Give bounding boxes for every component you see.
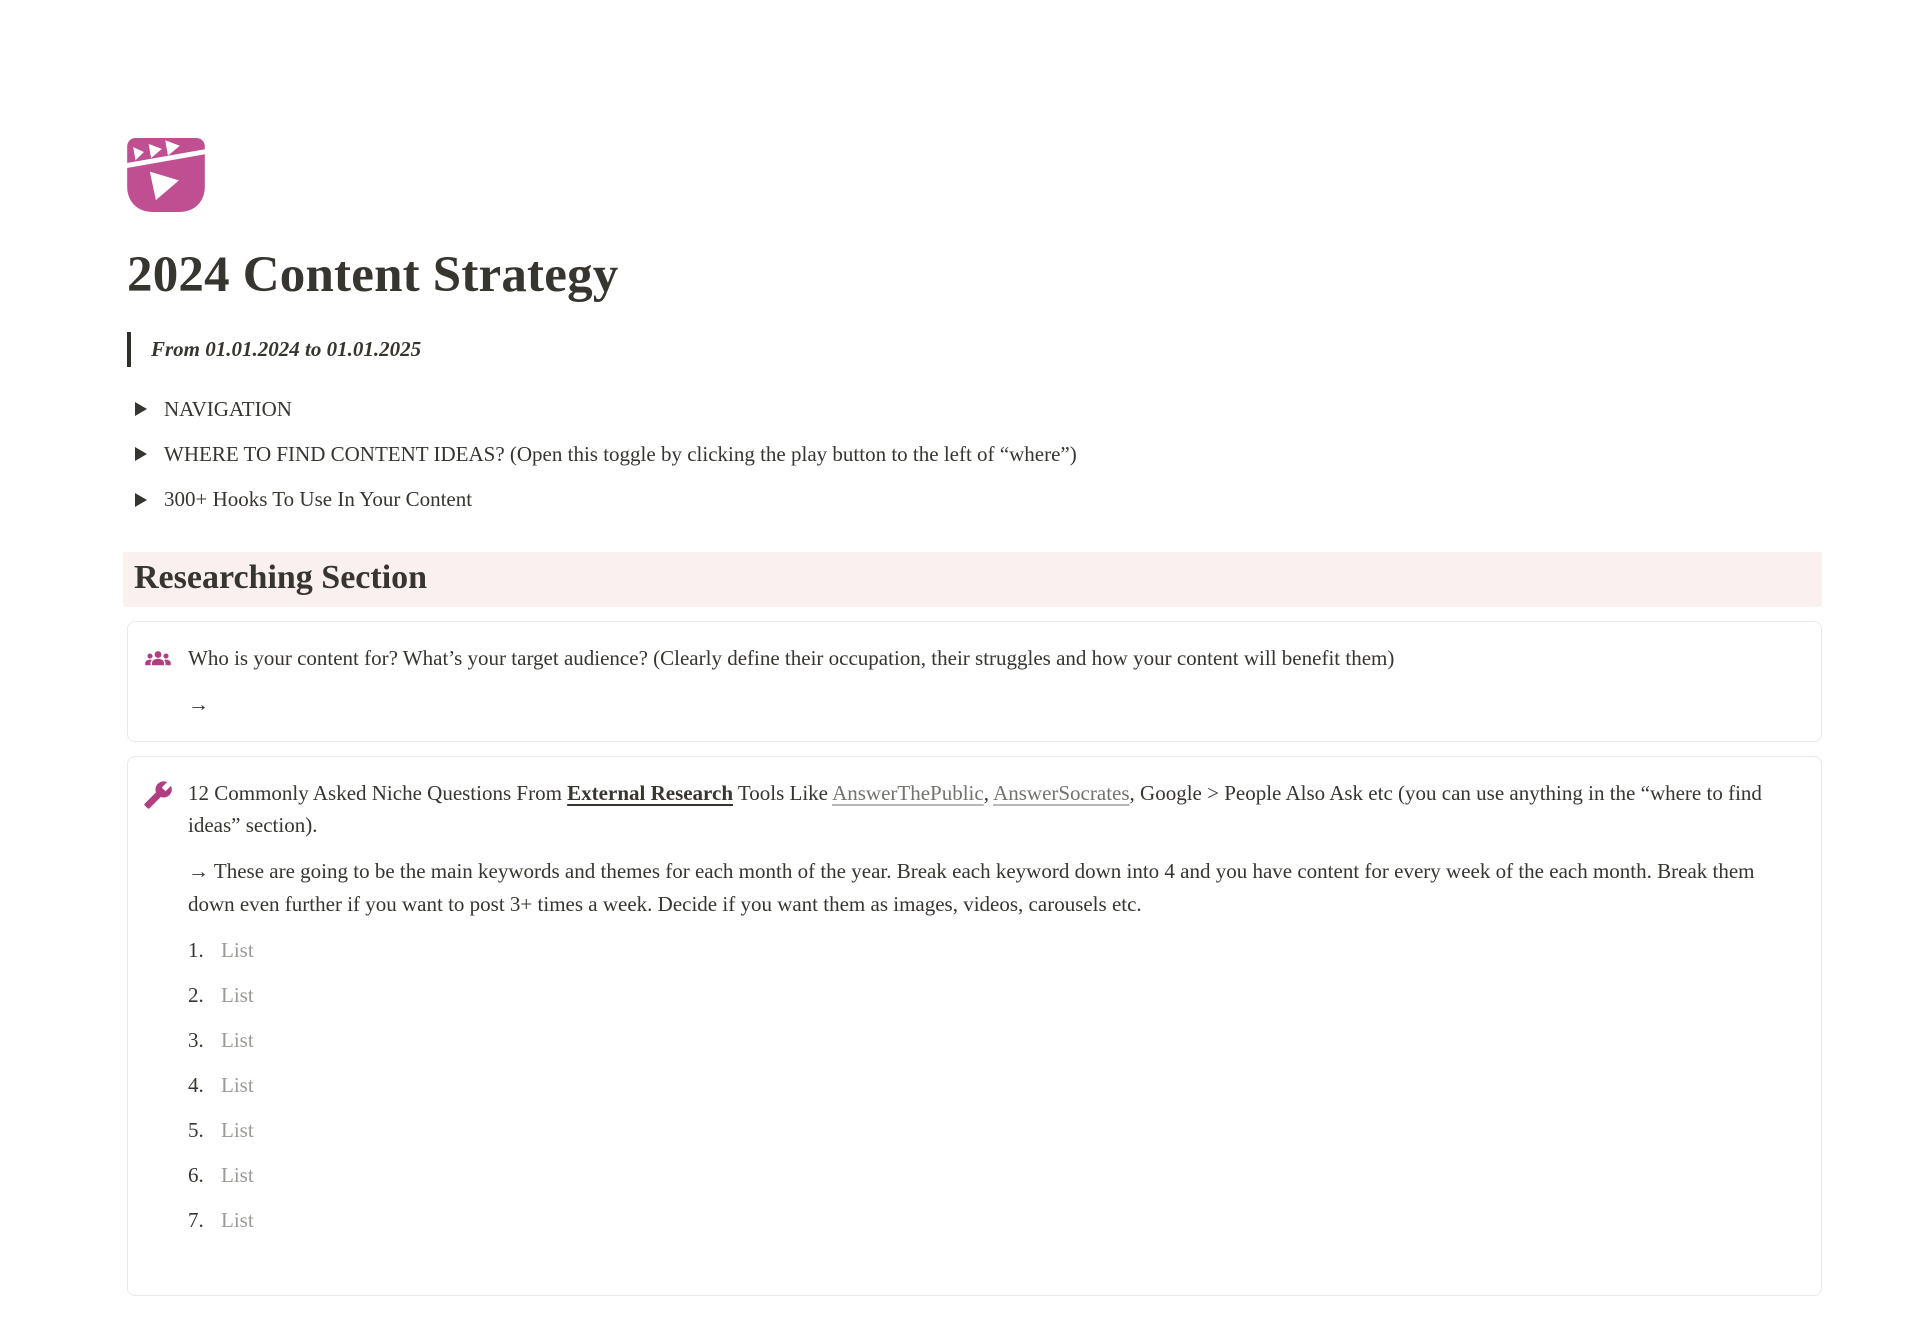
list-number: 4. [188, 1073, 204, 1098]
toggle-label: WHERE TO FIND CONTENT IDEAS? (Open this toggle by clicking the play button to the left of “where”) [164, 441, 1077, 466]
quote-block [127, 332, 1822, 367]
rich-text: 12 Commonly Asked Niche Questions From [188, 781, 568, 805]
play-triangle-icon[interactable] [135, 402, 147, 416]
callout-body [188, 778, 1791, 1235]
list-item[interactable] [188, 935, 1791, 965]
external-research-emphasis: External Research [567, 781, 733, 805]
list-number: 1. [188, 938, 204, 963]
callout-body [188, 643, 1394, 720]
list-item[interactable] [188, 1025, 1791, 1055]
toggle-300-hooks[interactable] [127, 477, 1822, 522]
callout-question-text: Who is your content for? What’s your target audience? (Clearly define their occupation, their struggles and how your content will benefit them) [188, 646, 1395, 670]
section-heading-block [123, 552, 1822, 607]
list-item-text[interactable]: List [221, 1073, 254, 1098]
people-group-icon [143, 645, 173, 675]
rich-text: Tools Like [733, 781, 833, 805]
list-item[interactable] [188, 980, 1791, 1010]
list-item[interactable] [188, 1070, 1791, 1100]
list-number: 2. [188, 983, 204, 1008]
list-number: 5. [188, 1118, 204, 1143]
callout-target-audience [127, 621, 1822, 742]
rich-text: , [983, 781, 994, 805]
list-item[interactable] [188, 1160, 1791, 1190]
list-number: 6. [188, 1163, 204, 1188]
arrow-answer-line[interactable]: → [188, 691, 209, 716]
link-answersocrates[interactable]: AnswerSocrates [993, 781, 1130, 805]
niche-questions-paragraph [188, 778, 1791, 841]
list-item-text[interactable]: List [221, 1118, 254, 1143]
link-answerthepublic[interactable]: AnswerThePublic [832, 781, 984, 805]
list-item-text[interactable]: List [221, 1163, 254, 1188]
wrench-icon [143, 780, 173, 810]
toggle-navigation[interactable] [127, 387, 1822, 432]
toggle-list [127, 387, 1822, 523]
list-item-text[interactable]: List [221, 983, 254, 1008]
rich-text: , Google > People Also Ask etc (you can use anything in the “where to find ideas” section). [188, 781, 1762, 837]
play-triangle-icon[interactable] [135, 493, 147, 507]
list-item[interactable] [188, 1205, 1791, 1235]
clapperboard-play-icon[interactable] [127, 138, 205, 212]
document-page [0, 138, 1920, 1296]
keywords-explanation-paragraph: → These are going to be the main keywords and themes for each month of the year. Break each keyword down into 4 and you have content for every week of the each month. Break them down even further if you want to post 3+ times a week. Decide if you want them as images, videos, carousels etc. [188, 859, 1755, 916]
page-title: 2024 Content Strategy [127, 247, 619, 303]
list-item-text[interactable]: List [221, 1208, 254, 1233]
quote-text: From 01.01.2024 to 01.01.2025 [151, 336, 422, 361]
play-triangle-icon[interactable] [135, 447, 147, 461]
list-item[interactable] [188, 1115, 1791, 1145]
toggle-label: 300+ Hooks To Use In Your Content [164, 487, 473, 512]
list-item-text[interactable]: List [221, 1028, 254, 1053]
numbered-list [188, 935, 1791, 1235]
toggle-label: NAVIGATION [164, 396, 292, 421]
callout-niche-questions [127, 756, 1822, 1296]
list-number: 7. [188, 1208, 204, 1233]
toggle-where-to-find-content-ideas[interactable] [127, 432, 1822, 477]
list-item-text[interactable]: List [221, 938, 254, 963]
section-heading: Researching Section [134, 559, 428, 597]
list-number: 3. [188, 1028, 204, 1053]
